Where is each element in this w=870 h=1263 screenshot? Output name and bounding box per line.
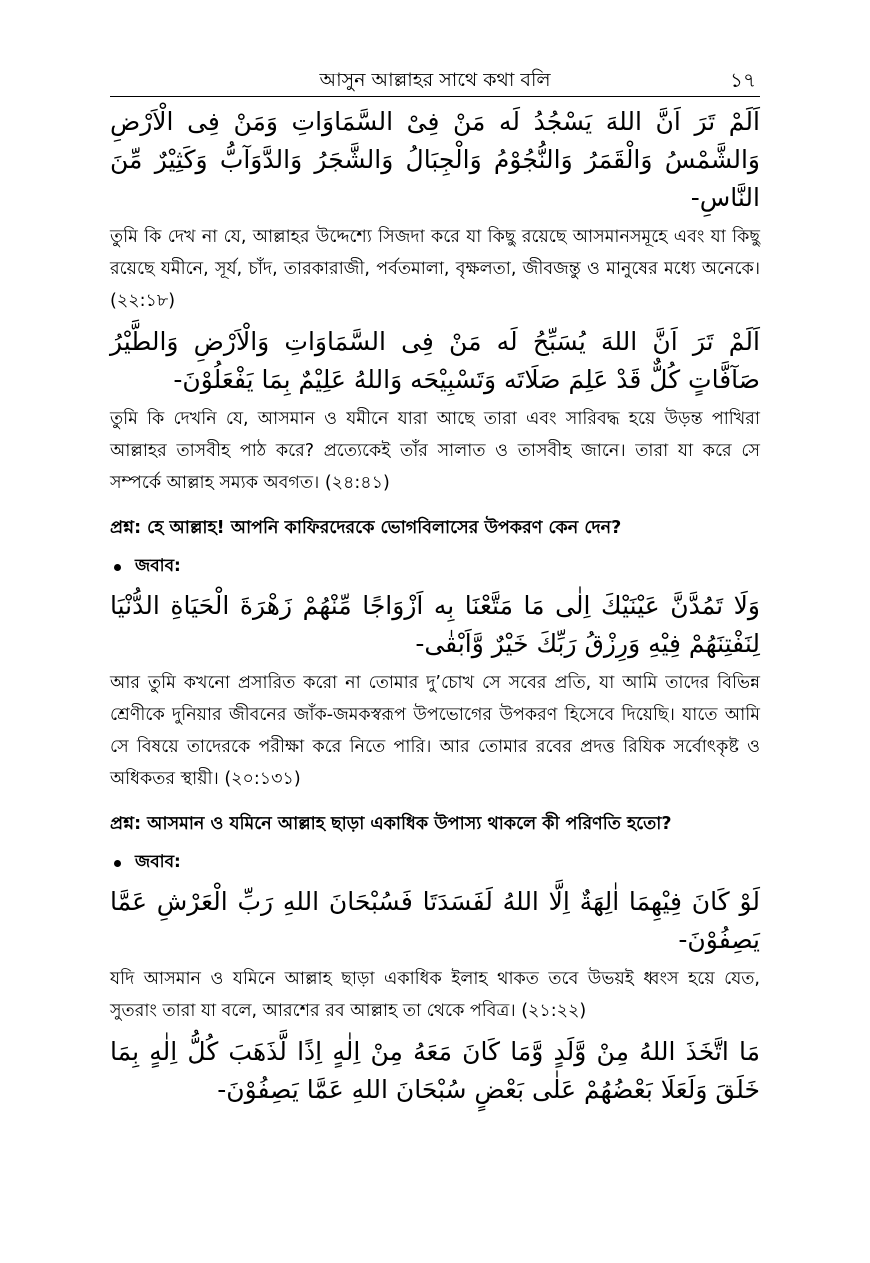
arabic-verse: مَا اتَّخَذَ اللهُ مِنْ وَّلَدٍ وَّمَا كَانَ مَعَهُ مِنْ اِلٰهٍ اِذًا لَّذَهَبَ كُلُّ اِلٰهٍ بِمَا خَلَقَ وَلَعَلَا بَعْضُهُمْ عَلٰى بَعْضٍ سُبْحَانَ اللهِ عَمَّا يَصِفُوْنَ- xyxy=(110,1037,760,1104)
answer-label xyxy=(114,849,760,877)
arabic-verse: اَلَمْ تَرَ اَنَّ اللهَ يُسَبِّحُ لَه مَنْ فِى السَّمَاوَاتِ وَالْاَرْضِ وَالطَّيْرُ صَآفَّاتٍ كُلٌّ قَدْ عَلِمَ صَلَاتَه وَتَسْبِيْحَه وَاللهُ عَلِيْمٌ بِمَا يَفْعَلُوْنَ- xyxy=(110,327,760,394)
page-header xyxy=(110,62,760,97)
answer-label-text: জবাব: xyxy=(135,556,181,576)
arabic-verse: اَلَمْ تَرَ اَنَّ اللهَ يَسْجُدُ لَه مَنْ فِىْ السَّمَاوَاتِ وَمَنْ فِى الْاَرْضِ وَالشَّمْسُ وَالْقَمَرُ وَالنُّجُوْمُ وَالْجِبَالُ وَالشَّجَرُ وَالدَّوَآبُّ وَكَثِيْرٌ مِّنَ النَّاسِ- xyxy=(110,107,760,212)
answer-label-text: জবাব: xyxy=(135,852,181,872)
bangla-translation: তুমি কি দেখ না যে, আল্লাহর উদ্দেশ্যে সিজদা করে যা কিছু রয়েছে আসমানসমূহে এবং যা কিছু রয়েছে যমীনে, সূর্য, চাঁদ, তারকারাজী, পর্বতমালা, বৃক্ষলতা, জীবজন্তু ও মানুষের মধ্যে অনেকে। (২২:১৮) xyxy=(110,227,760,311)
answer-label xyxy=(114,553,760,581)
page-number: ১৭ xyxy=(730,68,756,92)
arabic-verse: وَلَا تَمُدَّنَّ عَيْنَيْكَ اِلٰى مَا مَتَّعْنَا بِه اَزْوَاجًا مِّنْهُمْ زَهْرَةَ الْحَيَاةِ الدُّنْيَا لِنَفْتِنَهُمْ فِيْهِ وَرِزْقُ رَبِّكَ خَيْرٌ وَّاَبْقٰى- xyxy=(110,591,760,658)
document-page xyxy=(110,62,760,1113)
bangla-translation: যদি আসমান ও যমিনে আল্লাহ ছাড়া একাধিক ইলাহ থাকত তবে উভয়ই ধ্বংস হয়ে যেত, সুতরাং তারা যা বলে, আরশের রব আল্লাহ তা থেকে পবিত্র। (২১:২২) xyxy=(110,969,760,1021)
bullet-icon xyxy=(114,860,121,867)
arabic-verse: لَوْ كَانَ فِيْهِمَا اٰلِهَةٌ اِلَّا اللهُ لَفَسَدَتَا فَسُبْحَانَ اللهِ رَبِّ الْعَرْشِ عَمَّا يَصِفُوْنَ- xyxy=(110,887,760,954)
bangla-translation: তুমি কি দেখনি যে, আসমান ও যমীনে যারা আছে তারা এবং সারিবদ্ধ হয়ে উড়ন্ত পাখিরা আল্লাহর তাসবীহ পাঠ করে? প্রত্যেকেই তাঁর সালাত ও তাসবীহ জানে। তারা যা করে সে সম্পর্কে আল্লাহ সম্যক অবগত। (২৪:৪১) xyxy=(110,409,760,493)
running-title: আসুন আল্লাহর সাথে কথা বলি xyxy=(319,69,551,91)
bullet-icon xyxy=(114,564,121,571)
question-heading: প্রশ্ন: আসমান ও যমিনে আল্লাহ ছাড়া একাধিক উপাস্য থাকলে কী পরিণতি হতো? xyxy=(110,814,672,834)
bangla-translation: আর তুমি কখনো প্রসারিত করো না তোমার দু’চোখ সে সবের প্রতি, যা আমি তাদের বিভিন্ন শ্রেণীকে দুনিয়ার জীবনের জাঁক-জমকস্বরূপ উপভোগের উপকরণ হিসেবে দিয়েছি। যাতে আমি সে বিষয়ে তাদেরকে পরীক্ষা করে নিতে পারি। আর তোমার রবের প্রদত্ত রিযিক সর্বোৎকৃষ্ট ও অধিকতর স্থায়ী। (২০:১৩১) xyxy=(110,673,760,789)
question-heading: প্রশ্ন: হে আল্লাহ! আপনি কাফিরদেরকে ভোগবিলাসের উপকরণ কেন দেন? xyxy=(110,518,622,538)
